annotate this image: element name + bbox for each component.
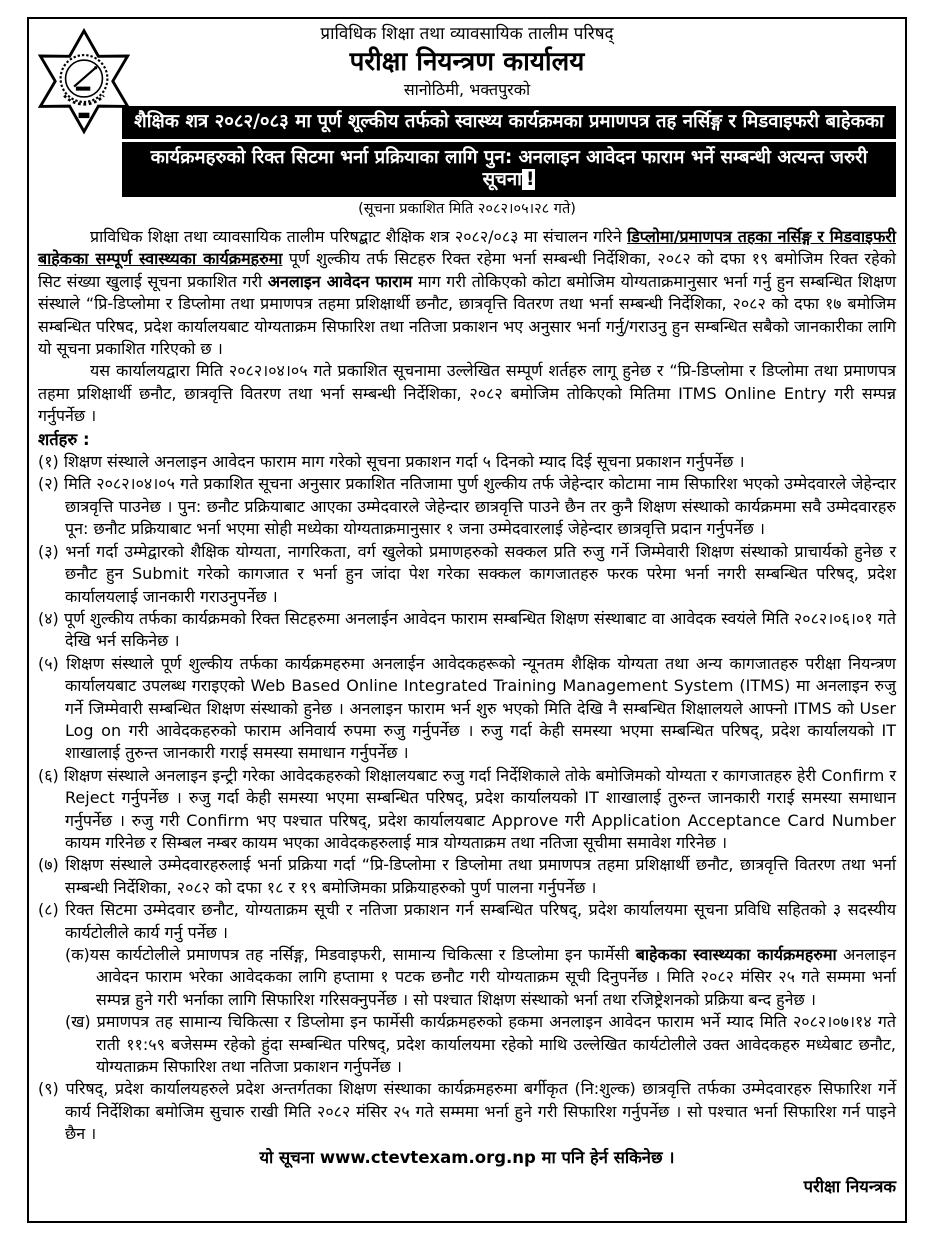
item-9-number: (९) (38, 1079, 59, 1099)
condition-item-5 (38, 653, 896, 765)
address-line: सानोठिमी, भक्तपुरको (403, 80, 531, 99)
item-3-number: (३) (38, 541, 59, 561)
item-4-text: पूर्ण शुल्कीय तर्फका कार्यक्रमको रिक्त सिटहरुमा अनलाईन आवेदन फाराम सम्बन्धित शिक्षण संस्थाबाट वा आवेदक स्वयंले मिति २०८२।०६।०१ गते देखि भर्न सकिनेछ । (64, 608, 896, 651)
condition-item-9 (38, 1078, 896, 1145)
intro-paragraph-2: यस कार्यालयद्वारा मिति २०८२।०४।०५ गते प्रकाशित सूचनामा उल्लेखित सम्पूर्ण शर्तहरु लागू हुनेछ र “प्रि-डिप्लोमा र डिप्लोमा तथा प्रमाणपत्र तहमा प्रशिक्षार्थी छनौट, छात्रवृत्ति वितरण तथा भर्ना सम्बन्धी निर्देशिका, २०८२ बमोजिम तोकिएको मितिमा ITMS Online Entry गरी सम्पन्न गर्नुपर्नेछ । (38, 361, 896, 426)
condition-item-1 (38, 451, 896, 473)
banner-line-1: शैक्षिक शत्र २०८२/०८३ मा पूर्ण शूल्कीय तर्फको स्वास्थ्य कार्यक्रमका प्रमाणपत्र तह नर्सिङ्ग र मिडवाइफरी बाहेकका (122, 106, 896, 139)
office-title: परीक्षा नियन्त्रण कार्यालय (349, 47, 585, 77)
intro-paragraph-1 (38, 226, 896, 360)
para1-post: माग गरी तोकिएको कोटा बमोजिम योग्यताक्रमानुसार भर्ना गर्नु हुन सम्बन्धित शिक्षण संस्थाले “प्रि-डिप्लोमा र डिप्लोमा तथा प्रमाणपत्र तहमा प्रशिक्षार्थी छनौट, छात्रवृत्ति वितरण तथा भर्ना सम्बन्धी निर्देशिका, २०८२ को दफा १७ बमोजिम सम्बन्धित परिषद, प्रदेश कार्यालयबाट योग्यताक्रम सिफारिश तथा नतिजा प्रकाशन भए अनुसार भर्ना गर्नु/गराउनु हुन सम्बन्धित सबैको जानकारीका लागि यो सूचना प्रकाशित गरिएको छ । (38, 271, 897, 359)
condition-item-8 (38, 899, 896, 944)
notice-body (38, 226, 896, 1198)
item-8-number: (८) (38, 900, 59, 920)
item-1-text: शिक्षण संस्थाले अनलाइन आवेदन फाराम माग गरेको सूचना प्रकाशन गर्दा ५ दिनको म्याद दिई सूचना प्रकाशन गर्नुपर्नेछ । (63, 452, 745, 472)
signature-title: परीक्षा नियन्त्रक (803, 1177, 896, 1197)
notice-banner (122, 106, 896, 197)
condition-item-2 (38, 473, 896, 540)
ctevt-logo-icon (30, 22, 138, 144)
publish-date-line: (सूचना प्रकाशित मिति २०८२।०५।२८ गते) (358, 201, 576, 217)
condition-subitem-ka (65, 944, 896, 1011)
item-7-number: (७) (38, 855, 59, 875)
subitem-ka-post: अनलाइन आवेदन फाराम भरेका आवेदकका लागि हप्तामा १ पटक छनौट गरी योग्यताक्रम सूची दिनुपर्नेछ । मिति २०८२ मंसिर २५ गते सम्ममा भर्ना सम्पन्न हुने गरी भर्नाका लागि सिफारिश गरिसक्नुपर्नेछ । सो पश्चात शिक्षण संस्थाको भर्ना तथा रजिष्ट्रेशनको प्रक्रिया बन्द हुनेछ । (96, 945, 896, 1009)
item-4-number: (४) (38, 608, 59, 628)
item-5-number: (५) (38, 653, 59, 673)
item-2-number: (२) (38, 474, 59, 494)
conditions-heading: शर्तहरु : (38, 429, 90, 449)
condition-subitem-kha (65, 1011, 896, 1078)
item-3-text: भर्ना गर्दा उम्मेद्वारको शैक्षिक योग्यता, नागरिकता, वर्ग खुलेको प्रमाणहरुको सक्कल प्रति रुजु गर्ने जिम्मेवारी शिक्षण संस्थाको प्राचार्यको हुनेछ र छनौट हुन Submit गरेको कागजात र भर्ना हुन जांदा पेश गरेका सक्कल कागजातहरु फरक परेमा भर्ना नगरी सम्बन्धित परिषद्, प्रदेश कार्यालयलाई जानकारी गराउनुपर्नेछ । (65, 541, 896, 606)
subitem-kha-text: प्रमाणपत्र तह सामान्य चिकित्सा र डिप्लोमा इन फार्मेसी कार्यक्रमहरुको हकमा अनलाइन आवेदन फाराम भर्ने म्याद मिति २०८२।०७।१४ गते राती ११:५९ बजेसम्म रहेको हुंदा सम्बन्धित परिषद्, प्रदेश कार्यालयमा रहेको माथि उल्लेखित कार्यटोलीले उक्त आवेदकहरु मध्येबाट छनौट, योग्यताक्रम सिफारिश तथा नतिजा प्रकाशन गर्नुपर्नेछ । (96, 1012, 896, 1077)
subitem-kha-number: (ख) (65, 1012, 91, 1032)
website-note-pre: यो सूचना (259, 1147, 320, 1167)
subitem-ka-number: (क) (65, 945, 90, 964)
para1-bold: अनलाइन आवेदन फाराम (267, 271, 413, 291)
item-6-text: शिक्षण संस्थाले अनलाइन इन्ट्री गरेका आवेदकहरुको शिक्षालयबाट रुजु गर्दा निर्देशिकाले तोके बमोजिमको योग्यता र कागजातहरु हेरी Confirm र Reject गर्नुपर्नेछ । रुजु गर्दा केही समस्या भएमा सम्बन्धित परिषद्, प्रदेश कार्यालयको IT शाखालाई तुरुन्त जानकारी गराई समस्या समाधान गर्नुपर्नेछ । रुजु गरी Confirm भए पश्चात परिषद्, प्रदेश कार्यालयबाट Approve गरी Application Acceptance Card Number कायम गरिनेछ र सिम्बल नम्बर कायम भएका आवेदकहरुलाई मात्र योग्यताक्रम तथा नतिजा सूचीमा समावेश गरिनेछ । (63, 765, 896, 852)
item-2-text: मिति २०८२।०४।०५ गते प्रकाशित सूचना अनुसार प्रकाशित नतिजामा पुर्ण शुल्कीय तर्फ जेहेन्दार कोटामा नाम सिफारिश भएको उम्मेदवारले जेहेन्दार छात्रवृत्ति पाउनेछ । पुन: छनौट प्रक्रियाबाट आएका उम्मेदवारले जेहेन्दार छात्रवृत्ति पाउने छैन तर कुनै शिक्षण संस्थाको कार्यक्रममा सवै उम्मेदवारहरु पून: छनौट प्रक्रियाबाट भर्ना भएमा सोही मध्येका योग्यताक्रमानुसार १ जना उम्मेदवारलाई जेहेन्दार छात्रवृत्ति प्रदान गर्नुपर्नेछ । (64, 474, 896, 539)
para1-pre: प्राविधिक शिक्षा तथा व्यावसायिक तालीम परिषद्बाट शैक्षिक शत्र २०८२/०८३ मा संचालन गरिने (90, 227, 628, 246)
banner-exclamation: ! (522, 169, 535, 190)
website-url: www.ctevtexam.org.np (319, 1147, 536, 1167)
item-6-number: (६) (38, 765, 59, 785)
document-border-frame (27, 17, 907, 1223)
condition-item-3 (38, 541, 896, 608)
website-note (38, 1147, 896, 1169)
banner-line-2-text: कार्यक्रमहरुको रिक्त सिटमा भर्ना प्रक्रियाका लागि पुन: अनलाइन आवेदन फाराम भर्ने सम्बन्धी अत्यन्त जरुरी सूचना (150, 147, 868, 190)
condition-item-6 (38, 765, 896, 855)
condition-item-4 (38, 608, 896, 653)
condition-item-7 (38, 854, 896, 899)
item-5-text: शिक्षण संस्थाले पूर्ण शुल्कीय तर्फका कार्यक्रमहरुमा अनलाईन आवेदकहरूको न्यूनतम शैक्षिक योग्यता तथा अन्य कागजातहरु परीक्षा नियन्त्रण कार्यालयबाट उपलब्ध गराइएको Web Based Online Integrated Training Management System (ITMS) मा अनलाइन रुजु गर्ने जिम्मेवारी सम्बन्धित शिक्षण संस्थाको हुनेछ । अनलाइन फाराम भर्न शुरु भएको मिति देखि नै सम्बन्धित शिक्षालयले आफ्नो ITMS को User Log on गरी आवेदकहरुको फाराम अनिवार्य रुपमा रुजु गर्नुपर्नेछ । रुजु गर्दा केही समस्या भएमा सम्बन्धित परिषद्, प्रदेश कार्यालयको IT शाखालाई तुरुन्त जानकारी गराई समस्या समाधान गर्नुपर्नेछ । (65, 653, 896, 763)
org-line: प्राविधिक शिक्षा तथा व्यावसायिक तालीम परिषद् (320, 24, 614, 44)
item-7-text: शिक्षण संस्थाले उम्मेदवारहरुलाई भर्ना प्रक्रिया गर्दा “प्रि-डिप्लोमा र डिप्लोमा तथा प्रमाणपत्र तहमा प्रशिक्षार्थी छनौट, छात्रवृत्ति वितरण तथा भर्ना सम्बन्धी निर्देशिका, २०८२ को दफा १८ र १९ बमोजिमका प्रक्रियाहरुको पुर्ण पालना गर्नुपर्नेछ । (65, 855, 897, 897)
item-9-text: परिषद्, प्रदेश कार्यालयहरुले प्रदेश अन्तर्गतका शिक्षण संस्थाका कार्यक्रमहरुमा बर्गीकृत (नि:शुल्क) छात्रवृत्ति तर्फका उम्मेदवारहरु सिफारिश गर्ने कार्य निर्देशिका बमोजिम सुचारु राखी मिति २०८२ मंसिर २५ गते सम्ममा भर्ना हुने गरी सिफारिश गर्नुपर्नेछ । सो पश्चात भर्ना सिफारिश गर्न पाइने छैन । (65, 1079, 896, 1144)
subitem-ka-bold: बाहेकका स्वास्थ्यका कार्यक्रमहरुमा (635, 945, 837, 964)
para1-mid: पूर्ण शुल्कीय तर्फ सिटहरु रिक्त रहेमा भर्ना सम्बन्धी निर्देशिका, २०८२ को दफा १९ बमोजिम रिक्त रहेको सिट संख्या खुलाई सूचना प्रकाशित गरी (38, 249, 896, 291)
item-1-number: (१) (38, 452, 59, 472)
website-note-post: मा पनि हेर्न सकिनेछ । (535, 1147, 675, 1167)
banner-line-2 (122, 142, 896, 197)
item-8-text: रिक्त सिटमा उम्मेदवार छनौट, योग्यताक्रम सूची र नतिजा प्रकाशन गर्न सम्बन्धित परिषद्, प्रदेश कार्यालयमा सूचना प्रविधि सहितको ३ सदस्यीय कार्यटोलीले कार्य गर्नु पर्नेछ । (65, 900, 896, 942)
subitem-ka-pre: यस कार्यटोलीले प्रमाणपत्र तह नर्सिङ्ग, मिडवाइफरी, सामान्य चिकित्सा र डिप्लोमा इन फार्मेसी (89, 945, 636, 964)
para1-bold-underline: डिप्लोमा/प्रमाणपत्र तहका नर्सिङ्ग र मिडवाइफरी बाहेकका सम्पूर्ण स्वास्थ्यका कार्यक्रमहरुमा (38, 227, 896, 269)
